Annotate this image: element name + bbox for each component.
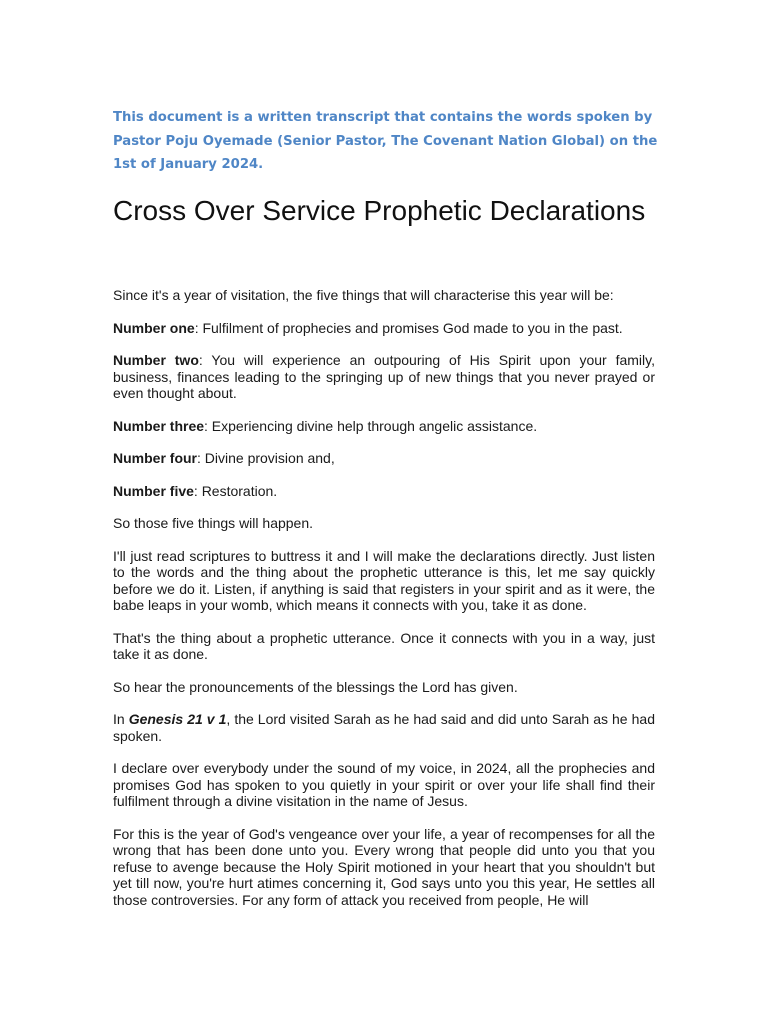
- point-one-paragraph: [113, 320, 655, 337]
- document-body: [113, 287, 655, 908]
- point-two-paragraph: [113, 352, 655, 402]
- document-title: Cross Over Service Prophetic Declarations: [113, 195, 646, 226]
- five-things-paragraph: So those five things will happen.: [113, 515, 314, 531]
- pronouncements-paragraph: So hear the pronouncements of the blessings the Lord has given.: [113, 678, 518, 695]
- declaration-paragraph: I declare over everybody under the sound of my voice, in 2024, all the prophecies and promises God has spoken to you quietly in your spirit or over your life shall find their fulfilment through a divine visitation in the name of Jesus.: [113, 760, 655, 809]
- point-four-text: : Divine provision and,: [197, 450, 335, 466]
- genesis-paragraph: [113, 711, 655, 744]
- point-three-label: Number three: [113, 417, 205, 434]
- point-one-label: Number one: [113, 319, 195, 336]
- point-five-label: Number five: [113, 482, 194, 499]
- point-five-paragraph: [113, 483, 655, 500]
- point-four-paragraph: [113, 450, 655, 467]
- transcript-intro: This document is a written transcript that contains the words spoken by Pastor Poju Oyemade (Senior Pastor, The Covenant Nation Global) on the 1st of January 2024.: [113, 110, 658, 172]
- genesis-prefix: In: [113, 711, 129, 727]
- point-three-text: : Experiencing divine help through angelic assistance.: [204, 417, 538, 434]
- read-scriptures-paragraph: I'll just read scriptures to buttress it and I will make the declarations directly. Just listen to the words and the thing about the prophetic utterance is this, let me say quickly before we do it. Listen, if anything is said that registers in your spirit and as it were, the babe leaps in your womb, which means it connects with you, take it as done.: [113, 547, 655, 613]
- vengeance-paragraph: For this is the year of God's vengeance over your life, a year of recompenses for all the wrong that has been done unto you. Every wrong that people did unto you that you refuse to avenge because the Holy Spirit motioned in your heart that you shouldn't but yet till now, you're hurt atimes concerning it, God says unto you this year, He settles all those controversies. For any form of attack you received from people, He will: [113, 825, 655, 908]
- scripture-reference: Genesis 21 v 1: [128, 711, 227, 727]
- point-two-label: Number two: [113, 352, 199, 368]
- genesis-text: , the Lord visited Sarah as he had said and did unto Sarah as he had spoken.: [113, 711, 655, 744]
- point-one-text: : Fulfilment of prophecies and promises God made to you in the past.: [194, 319, 623, 336]
- opening-paragraph: Since it's a year of visitation, the five things that will characterise this year will be:: [113, 287, 614, 303]
- point-five-text: : Restoration.: [193, 482, 278, 499]
- point-two-text: : You will experience an outpouring of His Spirit upon your family, business, finances leading to the springing up of new things that you never prayed or even thought about.: [113, 352, 655, 401]
- point-four-label: Number four: [113, 450, 197, 466]
- point-three-paragraph: [113, 418, 655, 435]
- prophetic-utterance-paragraph: That's the thing about a prophetic utterance. Once it connects with you in a way, just take it as done.: [113, 629, 655, 662]
